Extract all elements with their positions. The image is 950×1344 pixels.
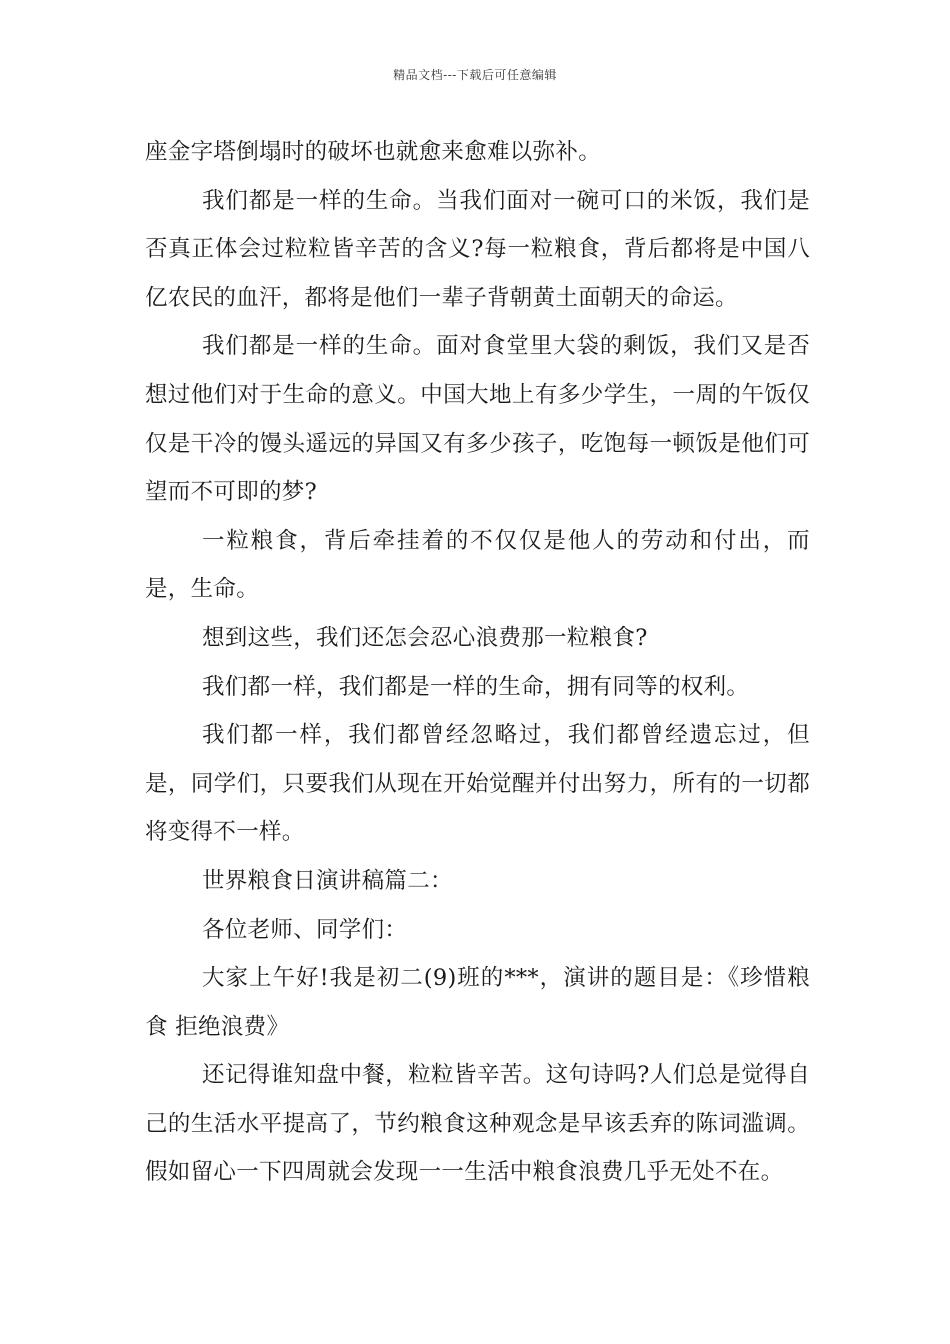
paragraph: 想到这些，我们还怎会忍心浪费那一粒粮食?	[202, 624, 648, 651]
document-body	[145, 128, 810, 1197]
paragraph: 座金字塔倒塌时的破坏也就愈来愈难以弥补。	[145, 139, 602, 165]
section-heading: 世界粮食日演讲稿篇二：	[202, 867, 453, 894]
paragraph: 一粒粮食，背后牵挂着的不仅仅是他人的劳动和付出，而是，生命。	[145, 527, 810, 603]
paragraph: 还记得谁知盘中餐，粒粒皆辛苦。这句诗吗?人们总是觉得自己的生活水平提高了，节约粮食这种观念是早该丢弃的陈词滥调。假如留心一下四周就会发现一一生活中粮食浪费几乎无处不在。	[145, 1062, 810, 1186]
paragraph: 我们都一样，我们都曾经忽略过，我们都曾经遗忘过，但是，同学们，只要我们从现在开始觉醒并付出努力，所有的一切都将变得不一样。	[145, 722, 810, 846]
paragraph: 我们都一样，我们都是一样的生命，拥有同等的权利。	[202, 673, 750, 700]
salutation: 各位老师、同学们：	[202, 916, 408, 943]
paragraph: 我们都是一样的生命。当我们面对一碗可口的米饭，我们是否真正体会过粒粒皆辛苦的含义?每一粒粮食，背后都将是中国八亿农民的血汗，都将是他们一辈子背朝黄土面朝天的命运。	[145, 187, 810, 311]
paragraph: 大家上午好!我是初二(9)班的***，演讲的题目是：《珍惜粮食 拒绝浪费》	[145, 965, 810, 1040]
paragraph: 我们都是一样的生命。面对食堂里大袋的剩饭，我们又是否想过他们对于生命的意义。中国大地上有多少学生，一周的午饭仅仅是干冷的馒头遥远的异国又有多少孩子，吃饱每一顿饭是他们可望而不可即的梦?	[145, 333, 810, 506]
page-header: 精品文档---下载后可任意编辑	[393, 68, 557, 82]
